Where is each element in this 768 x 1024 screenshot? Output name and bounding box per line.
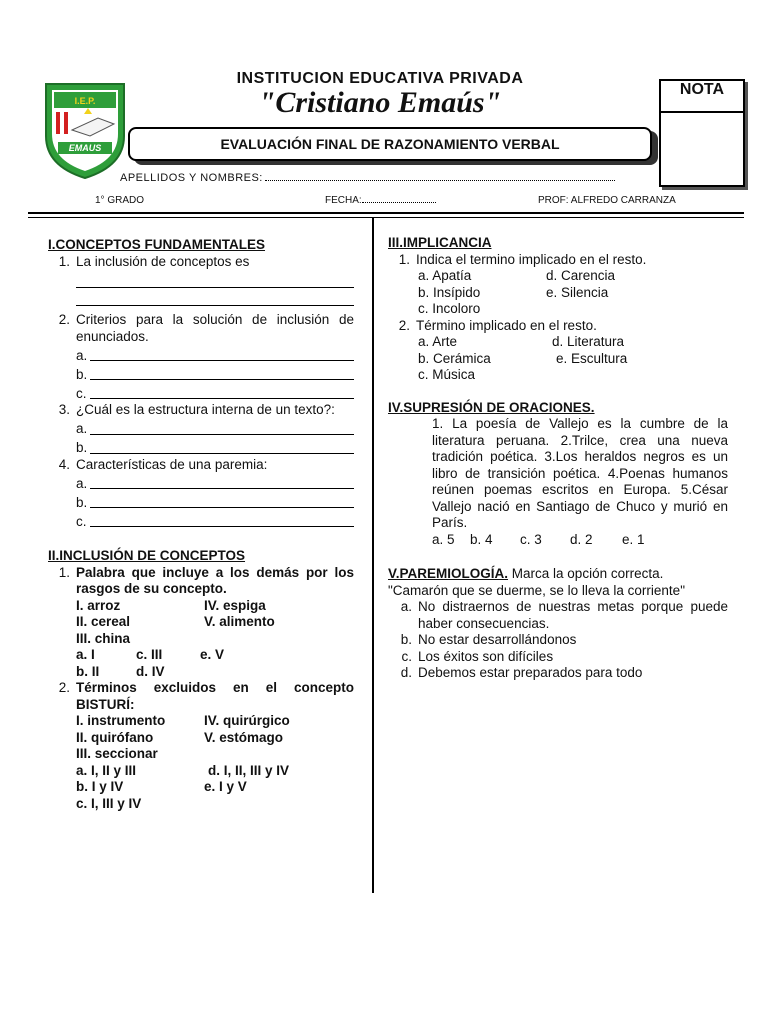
term: II. cereal (76, 614, 131, 629)
option-letter: a. (76, 421, 88, 436)
date-label: FECHA: (325, 195, 362, 206)
answer-blank[interactable] (76, 492, 354, 511)
answer-option[interactable]: c. I, III y IV (76, 795, 142, 811)
name-label: APELLIDOS Y NOMBRES: (120, 172, 263, 184)
option-text: Los éxitos son difíciles (418, 648, 554, 664)
grade-level: 1° GRADO (95, 195, 145, 206)
answer-option[interactable]: c. Música (418, 367, 476, 382)
nota-label: NOTA (661, 81, 743, 113)
option-letter: a. (76, 347, 88, 363)
term: IV. quirúrgico (204, 713, 290, 728)
option-letter: d. (400, 665, 412, 680)
answer-option[interactable]: e. Escultura (556, 350, 628, 366)
term: I. instrumento (76, 713, 166, 728)
section-5-instruction: Marca la opción correcta. (508, 566, 664, 581)
term: III. seccionar (76, 746, 158, 761)
answer-blank[interactable] (76, 345, 354, 364)
option-letter: b. (76, 366, 88, 382)
s1-question-4 (48, 457, 354, 531)
section-1-title: I.CONCEPTOS FUNDAMENTALES (48, 237, 266, 252)
answer-option[interactable]: e. V (200, 647, 225, 662)
answer-option[interactable]: d. I, II, III y IV (208, 762, 290, 778)
s1-question-1 (48, 254, 354, 307)
institution-type: INSTITUCION EDUCATIVA PRIVADA (236, 70, 524, 87)
answer-option[interactable] (388, 599, 728, 632)
question-number: 1. (58, 564, 70, 580)
answer-line[interactable] (76, 290, 354, 306)
answer-option[interactable]: b. II (76, 663, 100, 679)
question-number: 2. (58, 312, 70, 327)
student-name-field[interactable] (120, 172, 615, 184)
answer-option[interactable]: d. Carencia (546, 268, 616, 283)
s3-question-1 (388, 252, 728, 318)
option-text: No estar desarrollándonos (418, 632, 577, 647)
column-divider (372, 217, 374, 893)
option-letter: a. (400, 599, 412, 614)
answer-option[interactable]: e. 1 (622, 531, 645, 547)
answer-line[interactable] (76, 272, 354, 288)
answer-option[interactable] (388, 665, 728, 682)
question-text: Términos excluidos en el concepto BISTURÍ: (76, 680, 354, 712)
question-number: 1. (398, 251, 410, 267)
term: II. quirófano (76, 729, 154, 745)
answer-blank[interactable] (76, 511, 354, 530)
answer-option[interactable] (388, 649, 728, 666)
answer-option[interactable]: e. I y V (204, 779, 247, 794)
crest-banner-text: EMAUS (68, 143, 102, 153)
grade-score-box[interactable] (659, 79, 745, 187)
answer-blank[interactable] (76, 364, 354, 383)
answer-option[interactable]: a. 5 (432, 531, 455, 547)
exam-title-box (128, 127, 652, 161)
question-number: 3. (58, 402, 70, 417)
question-number: 1. (58, 253, 70, 269)
header-divider-thick (28, 212, 744, 214)
term: I. arroz (76, 597, 121, 613)
term: IV. espiga (204, 597, 266, 613)
question-text: Término implicado en el resto. (416, 317, 597, 333)
answer-option[interactable]: b. Cerámica (418, 350, 491, 366)
term: III. china (76, 630, 131, 646)
answer-option[interactable]: a. I, II y III (76, 762, 137, 778)
answer-option[interactable]: c. 3 (520, 531, 542, 547)
passage-text: 1. La poesía de Vallejo es la cumbre de la literatura peruana. 2.Trilce, crea una nueva tradición poética. 3.Los heraldos negros es un libro de transición poética. 4.Poenas humanos reúnen poemas escritos en Europa. 5.César Vallejo nació en Santiago de Chuco y murió en París. (432, 416, 728, 530)
option-letter: c. (76, 385, 87, 401)
answer-option[interactable]: a. I (76, 647, 95, 662)
s1-question-2 (48, 312, 354, 402)
answer-option[interactable]: a. Apatía (418, 268, 472, 283)
teacher-name: PROF: ALFREDO CARRANZA (538, 195, 676, 206)
question-text: La inclusión de conceptos es (76, 253, 250, 269)
question-text: Criterios para la solución de inclusión de enunciados. (76, 312, 354, 344)
institution-name: "Cristiano Emaús" (258, 86, 502, 119)
option-letter: b. (400, 632, 412, 647)
option-letter: a. (76, 475, 88, 491)
answer-option[interactable] (388, 632, 728, 649)
section-2-title: II.INCLUSIÓN DE CONCEPTOS (48, 548, 246, 563)
question-text: ¿Cuál es la estructura interna de un texto?: (76, 402, 335, 417)
school-crest-logo (40, 78, 130, 182)
section-5-title: V.PAREMIOLOGÍA. (388, 566, 509, 581)
term: V. alimento (204, 614, 275, 629)
name-blank-line[interactable] (265, 180, 615, 181)
answer-option[interactable]: d. Literatura (552, 334, 625, 349)
answer-option[interactable]: b. I y IV (76, 779, 124, 794)
option-text: No distraernos de nuestras metas porque puede haber consecuencias. (418, 599, 728, 631)
answer-option[interactable]: b. Insípido (418, 284, 481, 300)
s3-question-2 (388, 318, 728, 384)
option-letter: b. (76, 494, 88, 510)
left-column (48, 237, 354, 812)
option-text: Debemos estar preparados para todo (418, 665, 643, 680)
answer-blank[interactable] (76, 383, 354, 402)
answer-option[interactable]: d. IV (136, 663, 165, 679)
header-divider-thin (28, 217, 744, 218)
answer-option[interactable]: a. Arte (418, 334, 458, 349)
answer-option[interactable]: c. III (136, 647, 163, 662)
option-letter: b. (76, 440, 88, 455)
answer-option[interactable]: e. Silencia (546, 284, 609, 300)
answer-option[interactable]: d. 2 (570, 531, 593, 547)
question-text: Palabra que incluye a los demás por los rasgos de su concepto. (76, 564, 354, 596)
right-column (388, 235, 728, 682)
section-4-title: IV.SUPRESIÓN DE ORACIONES. (388, 399, 595, 415)
term: V. estómago (204, 729, 284, 745)
crest-top-text: I.E.P. (74, 96, 96, 106)
s2-question-2 (48, 680, 354, 812)
answer-blank[interactable] (76, 419, 354, 438)
answer-blank[interactable] (76, 438, 354, 457)
s1-question-3 (48, 402, 354, 457)
date-blank-line[interactable] (362, 202, 436, 203)
question-text: Indica el termino implicado en el resto. (416, 251, 647, 267)
answer-option[interactable]: b. 4 (470, 531, 493, 547)
question-text: Características de una paremia: (76, 456, 268, 472)
exam-title: EVALUACIÓN FINAL DE RAZONAMIENTO VERBAL (220, 136, 560, 152)
question-number: 2. (398, 317, 410, 333)
question-number: 4. (58, 456, 70, 472)
question-number: 2. (58, 680, 70, 695)
answer-option[interactable]: c. Incoloro (418, 301, 481, 316)
proverb-quote: "Camarón que se duerme, se lo lleva la corriente" (388, 582, 685, 598)
s2-question-1 (48, 565, 354, 681)
answer-blank[interactable] (76, 473, 354, 492)
date-field[interactable] (325, 195, 436, 206)
option-letter: c. (401, 648, 412, 664)
option-letter: c. (76, 513, 87, 529)
section-3-title: III.IMPLICANCIA (388, 235, 492, 250)
